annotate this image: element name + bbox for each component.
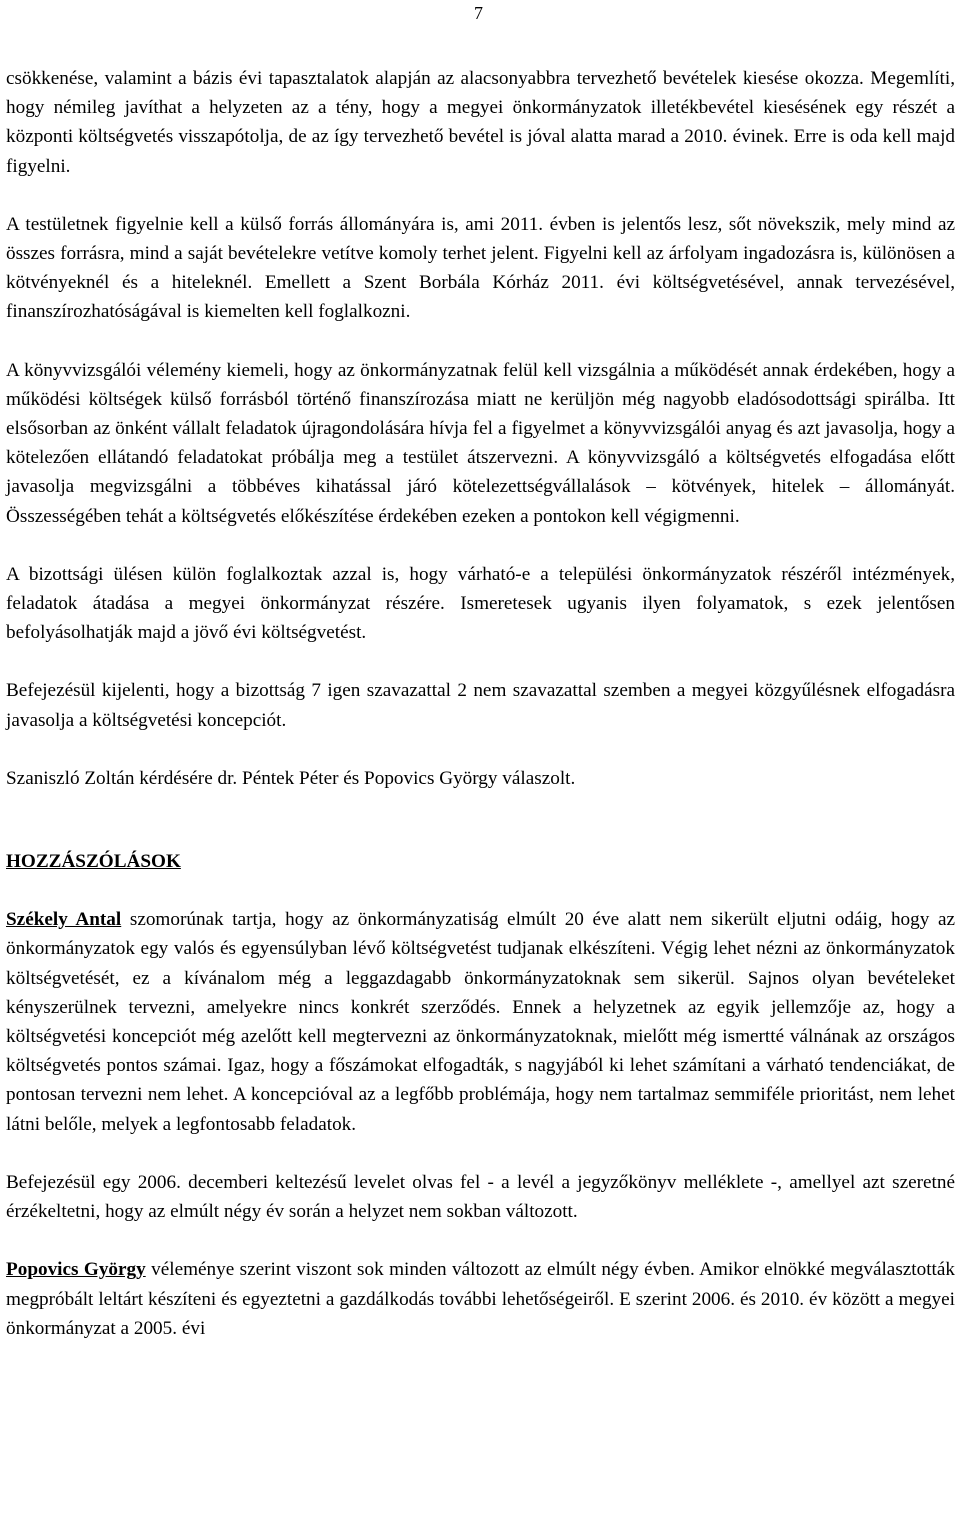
speaker-name: Székely Antal	[6, 909, 122, 931]
paragraph-committee-vote: Befejezésül kijelenti, hogy a bizottság 7 igen szavazattal 2 nem szavazattal szemben a megyei közgyűlésnek elfogadásra javasolja a költségvetési koncepciót.	[6, 680, 955, 731]
contribution-text: szomorúnak tartja, hogy az önkormányzatiság elmúlt 20 éve alatt nem sikerült eljutni odáig, hogy az önkormányzatok egy valós és egyensúlyban lévő költségvetést tudjanak elkészíteni. Végig lehet nézni az önkormányzatok költségvetését, ez a kívánalom még a leggazdagabb önkormányzatoknak sem sikerül. Sajnos olyan bevételeket kényszerülnek tervezni, amelyekre nincs konkrét szerződés. Ennek a helyzetnek az egyik jellemzője az, hogy a költségvetési koncepciót még azelőtt kell megtervezni az önkormányzatoknak, mielőtt még ismertté válnának az országos költségvetés pontos számai. Igaz, hogy a főszámokat elfogadták, s nagyjából ki lehet számítani a várható tendenciákat, de pontosan tervezni nem lehet. A koncepcióval az a legfőbb problémája, hogy nem tartalmaz semmiféle prioritást, nem lehet látni belőle, melyek a legfontosabb feladatok.	[6, 909, 955, 1135]
paragraph-budget-revenue: csökkenése, valamint a bázis évi tapasztalatok alapján az alacsonyabbra tervezhető bevételek kiesése okozza. Megemlíti, hogy némileg javíthat a helyzeten az a tény, hogy a megyei önkormányzatok illetékbevétel kiesésének egy részét a központi költségvetés visszapótolja, de az így tervezhető bevétel is jóval alatta marad a 2010. évinek. Erre is oda kell majd figyelni.	[6, 68, 955, 177]
paragraph-closing-letter: Befejezésül egy 2006. decemberi keltezésű levelet olvas fel - a levél a jegyzőkönyv melléklete -, amellyel azt szeretné érzékeltetni, hogy az elmúlt négy év során a helyzet nem sokban változott.	[6, 1171, 955, 1223]
paragraph-questions: Szaniszló Zoltán kérdésére dr. Péntek Péter és Popovics György válaszolt.	[6, 767, 576, 789]
contribution-text: véleménye szerint viszont sok minden változott az elmúlt négy évben. Amikor elnökké megválasztották megpróbált leltárt készíteni és egyeztetni a gazdálkodás további lehetőségeiről. E szerint 2006. és 2010. év között a megyei önkormányzat a 2005. évi	[6, 1259, 955, 1339]
document-body	[6, 64, 955, 1343]
section-heading-contributions: HOZZÁSZÓLÁSOK	[6, 851, 181, 873]
paragraph-external-funding: A testületnek figyelnie kell a külső forrás állományára is, ami 2011. évben is jelentős lesz, sőt növekszik, mely mind az összes forrásra, mind a saját bevételekre vetítve komoly terhet jelent. Figyelni kell az árfolyam ingadozásra is, különösen a kötvényeknél és a hiteleknél. Emellett a Szent Borbála Kórház 2011. évi költségvetésével, annak tervezésével, finanszírozhatóságával is kiemelten kell foglalkozni.	[6, 213, 955, 323]
page-number: 7	[474, 3, 483, 23]
paragraph-auditor-opinion: A könyvvizsgálói vélemény kiemeli, hogy az önkormányzatnak felül kell vizsgálnia a működését annak érdekében, hogy a működési költségek külső forrásból történő finanszírozása miatt ne kerüljön még nagyobb eladósodottsági spirálba. Itt elsősorban az önként vállalt feladatok újragondolására hívja fel a figyelmet a könyvvizsgálói anyag és azt javasolja, hogy a kötelezően ellátandó feladatokat próbálja meg a testület átszervezni. A könyvvizsgáló a költségvetés elfogadása előtt javasolja megvizsgálni a többéves kihatással járó kötelezettségvállalások – kötvények, hitelek – állományát. Összességében tehát a költségvetés előkészítése érdekében ezeken a pontokon kell végigmenni.	[6, 359, 955, 527]
contribution-popovics-gyorgy	[6, 1255, 955, 1343]
contribution-szekely-antal	[6, 905, 955, 1139]
speaker-name: Popovics György	[6, 1259, 146, 1281]
paragraph-committee-meeting: A bizottsági ülésen külön foglalkoztak azzal is, hogy várható-e a települési önkormányzatok részéről intézmények, feladatok átadása a megyei önkormányzat részére. Ismeretesek ugyanis ilyen folyamatok, s ezek jelentősen befolyásolhatják majd a jövő évi költségvetést.	[6, 563, 955, 644]
